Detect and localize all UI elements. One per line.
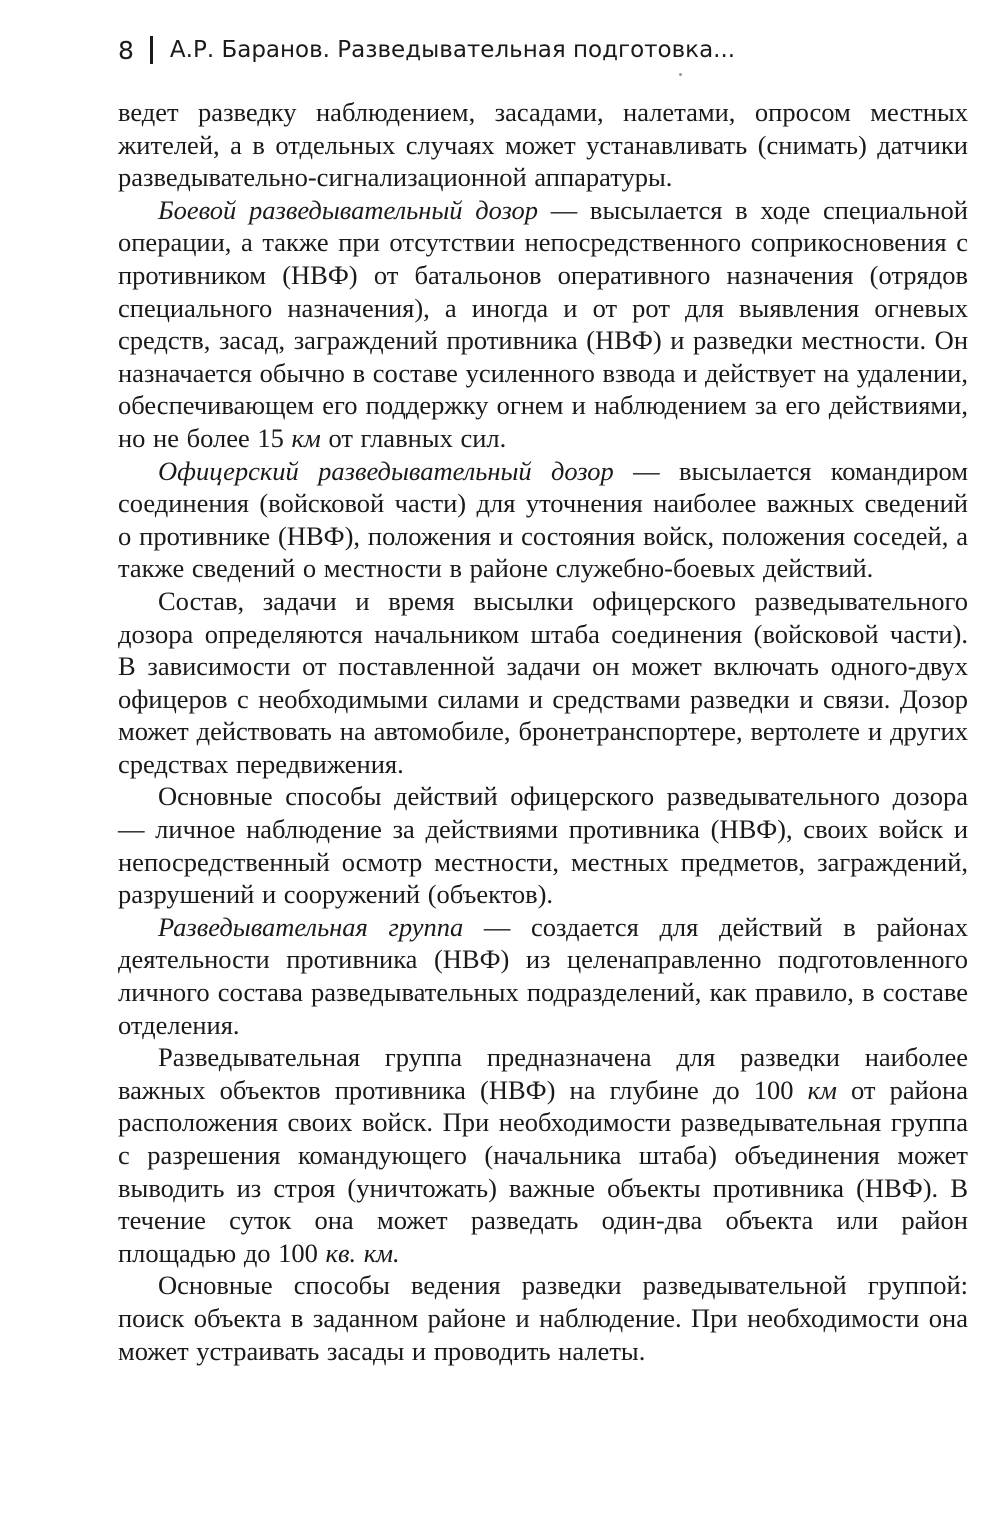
running-head (118, 30, 735, 70)
paragraph-text: — создается для действий в районах деятельности противника (НВФ) из целенаправленно подготовленного личного состава разведывательных подразделений, как правило, в составе отделения. (118, 911, 968, 1040)
paragraph-text: ведет разведку наблюдением, засадами, налетами, опросом местных жителей, а в отдельных случаях может устанавливать (снимать) датчики разведывательно-сигнализационной аппаратуры. (118, 97, 968, 193)
paragraph-text: Основные способы ведения разведки разведывательной группой: поиск объекта в заданном районе и наблюдение. При необходимости она может устраивать засады и проводить налеты. (118, 1270, 968, 1366)
term-combat-patrol: Боевой разведывательный дозор (158, 194, 539, 225)
running-title: А.Р. Баранов. Разведывательная подготовка... (169, 37, 736, 63)
scan-speck (679, 73, 682, 76)
page-number: 8 (118, 35, 134, 65)
paragraph-text: — высылается в ходе специальной операции, а также при отсутствии непосредственного соприкосновения с противником (НВФ) от батальонов оперативного назначения (отрядов специального назначения), а иногда и от рот для выявления огневых средств, засад, заграждений противника (НВФ) и разведки местности. Он назначается обычно в составе усиленного взвода и действует на удалении, обеспечивающем его поддержку огнем и наблюдением за его действиями, но не более 15 (118, 194, 968, 453)
unit-sq-km: кв. км. (325, 1237, 400, 1268)
header-divider (150, 36, 153, 64)
paragraph-continued (118, 96, 968, 194)
paragraph-text: — высылается командиром соединения (войсковой части) для уточнения наиболее важных сведений о противнике (НВФ), положения и состояния войск, положения соседей, а также сведений о местности в районе служебно-боевых действий. (118, 455, 968, 584)
paragraph-recon-group-methods (118, 1269, 968, 1367)
paragraph-officer-patrol-composition (118, 585, 968, 781)
term-officer-patrol: Офицерский разведывательный дозор (158, 455, 614, 486)
paragraph-text: от района расположения своих войск. При необходимости разведывательная группа с разрешения командующего (начальника штаба) объединения может выводить из строя (уничтожать) важные объекты противника (НВФ). В течение суток она может разведать один-два объекта или район площадью до 100 (118, 1074, 968, 1268)
unit-km: км (291, 422, 321, 453)
paragraph-text: от главных сил. (320, 422, 507, 453)
paragraph-text: Разведывательная группа предназначена для разведки наиболее важных объектов противника (НВФ) на глубине до 100 (118, 1042, 968, 1105)
paragraph-recon-group-purpose (118, 1041, 968, 1269)
paragraph-officer-patrol-methods (118, 780, 968, 910)
paragraph-officer-patrol (118, 455, 968, 585)
unit-km: км (807, 1074, 837, 1105)
term-recon-group: Разведывательная группа (158, 911, 464, 942)
paragraph-combat-patrol (118, 194, 968, 455)
paragraph-text: Основные способы действий офицерского разведывательного дозора — личное наблюдение за действиями противника (НВФ), своих войск и непосредственный осмотр местности, местных предметов, заграждений, разрушений и сооружений (объектов). (118, 781, 968, 910)
paragraph-recon-group (118, 911, 968, 1041)
paragraph-text: Состав, задачи и время высылки офицерского разведывательного дозора определяются начальником штаба соединения (войсковой части). В зависимости от поставленной задачи он может включать одного-двух офицеров с необходимыми силами и средствами разведки и связи. Дозор может действовать на автомобиле, бронетранспортере, вертолете и других средствах передвижения. (118, 585, 968, 779)
body-text (118, 96, 968, 1367)
